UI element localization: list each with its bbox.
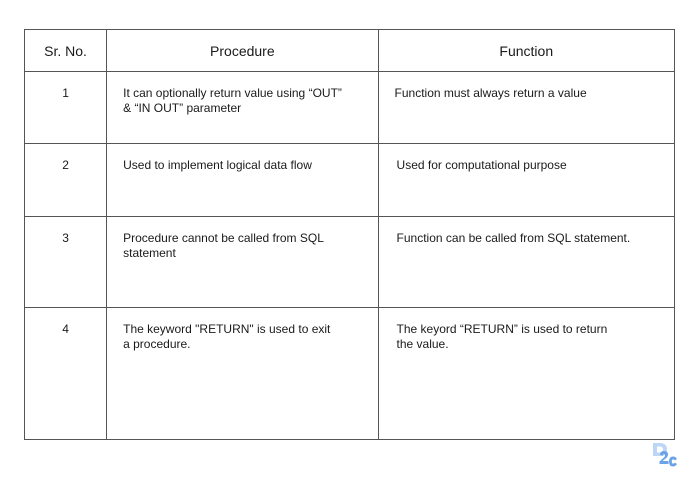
procedure-cell	[107, 308, 378, 440]
function-cell	[378, 72, 674, 144]
header-row	[25, 30, 675, 72]
header-sr-no: Sr. No.	[25, 30, 107, 72]
function-cell	[378, 308, 674, 440]
header-procedure: Procedure	[107, 30, 378, 72]
comparison-table	[24, 29, 675, 440]
procedure-text: It can optionally return value using “OUT” & “IN OUT” parameter	[123, 86, 342, 115]
function-cell	[378, 217, 674, 308]
table-row	[25, 144, 675, 217]
logo-2-shape	[660, 451, 669, 464]
function-text: Function can be called from SQL statement.	[396, 231, 631, 245]
sr-cell: 2	[25, 144, 107, 217]
header-function: Function	[378, 30, 674, 72]
procedure-text: Procedure cannot be called from SQL statement	[123, 231, 324, 260]
procedure-cell	[107, 217, 378, 308]
table-row	[25, 308, 675, 440]
sr-cell: 3	[25, 217, 107, 308]
table-row	[25, 72, 675, 144]
function-cell	[378, 144, 674, 217]
d2c-logo-icon	[650, 440, 680, 470]
function-text: The keyord “RETURN” is used to return the value.	[396, 322, 608, 351]
sr-cell: 1	[25, 72, 107, 144]
procedure-cell	[107, 144, 378, 217]
sr-cell: 4	[25, 308, 107, 440]
logo-c-shape	[669, 457, 677, 467]
procedure-text: The keyword "RETURN" is used to exit a procedure.	[123, 322, 331, 351]
function-text: Function must always return a value	[394, 86, 587, 100]
logo-text: D2C	[663, 469, 667, 470]
table-row	[25, 217, 675, 308]
function-text: Used for computational purpose	[396, 158, 567, 172]
procedure-cell	[107, 72, 378, 144]
procedure-text: Used to implement logical data flow	[123, 158, 312, 172]
